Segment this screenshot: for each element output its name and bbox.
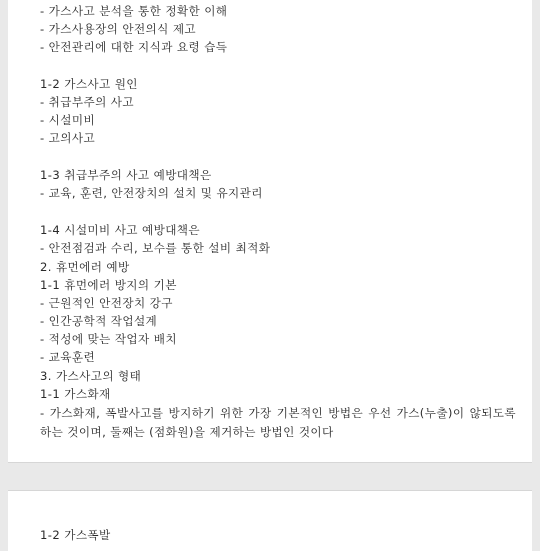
section-heading: 1-2 가스폭발 xyxy=(40,528,111,542)
text-line: - 취급부주의 사고 xyxy=(40,95,134,109)
section-heading: 1-1 휴먼에러 방지의 기본 xyxy=(40,278,177,292)
text-line: - 안전관리에 대한 지식과 요령 습득 xyxy=(40,40,228,54)
document-page-1 xyxy=(8,0,532,463)
text-line: - 시설미비 xyxy=(40,113,96,127)
text-line: - 교육훈련 xyxy=(40,350,96,364)
text-line: - 교육, 훈련, 안전장치의 설치 및 유지관리 xyxy=(40,186,263,200)
section-heading: 2. 휴먼에러 예방 xyxy=(40,260,130,274)
section-heading: 1-2 가스사고 원인 xyxy=(40,77,138,91)
section-heading: 1-1 가스화재 xyxy=(40,387,111,401)
text-line: - 적성에 맞는 작업자 배치 xyxy=(40,332,177,346)
section-heading: 3. 가스사고의 형태 xyxy=(40,369,142,383)
text-line: - 안전점검과 수리, 보수를 통한 설비 최적화 xyxy=(40,241,271,255)
text-line: - 가스사고 분석을 통한 정확한 이해 xyxy=(40,4,228,18)
text-line: - 인간공학적 작업설계 xyxy=(40,314,158,328)
document-page-2 xyxy=(8,490,532,551)
text-line: - 고의사고 xyxy=(40,131,96,145)
text-line: - 가스사용장의 안전의식 제고 xyxy=(40,22,197,36)
paragraph: - 가스화재, 폭발사고를 방지하기 위한 가장 기본적인 방법은 우선 가스(누출)이 않되도록 하는 것이며, 둘째는 (점화원)을 제거하는 방법인 것이다 xyxy=(40,406,516,439)
text-line: - 근원적인 안전장치 강구 xyxy=(40,296,173,310)
section-heading: 1-3 취급부주의 사고 예방대책은 xyxy=(40,168,212,182)
section-heading: 1-4 시설미비 사고 예방대책은 xyxy=(40,223,200,237)
